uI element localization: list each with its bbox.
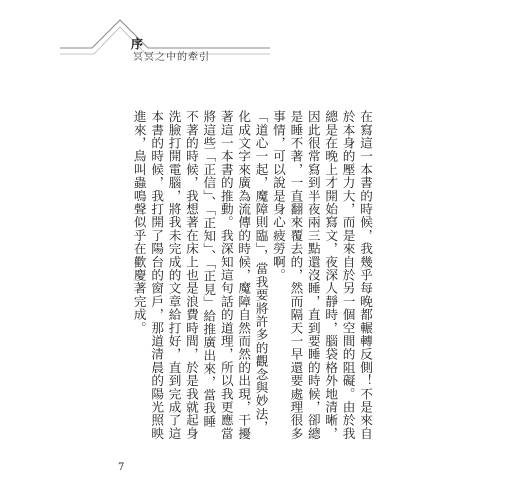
chapter-subtitle: 冥冥之中的牽引 xyxy=(133,52,210,63)
paragraph-1: 在寫這一本書的時候，我幾乎每晚都輾轉反側！不是來自於本身的壓力大，而是來自於另一個空間的阻礙。由於我總是在晚上才開始寫文，夜深人靜時，腦袋格外地清晰，因此很常寫到半夜兩三點還沒睡，直到要睡的時候，卻總是睡不著，一直翻來覆去的，然而隔天一早還要處理很多事情，可以說是身心疲勞啊。 xyxy=(270,110,373,440)
body-text xyxy=(131,110,374,440)
page-number: 7 xyxy=(118,462,125,473)
chapter-title: 序 xyxy=(131,37,146,51)
paragraph-2: 「道心一起，魔障則臨」，當我要將許多的觀念與妙法，化成文字來廣為流傳的時候，魔障自然而然的出現，干擾著這一本書的推動。我深知這句話的道理，所以我更應當將這些「正信」、「正知」、「正見」給推廣出來，當我睡不著的時候，我想著在床上也是浪費時間，於是我就起身洗臉打開電腦，將我未完成的文章給打好，直到完成了這本書的時候，我打開了陽台的窗戶，那道清晨的陽光照映進來，鳥叫蟲鳴聲似乎在歡慶著完成。 xyxy=(131,110,269,440)
